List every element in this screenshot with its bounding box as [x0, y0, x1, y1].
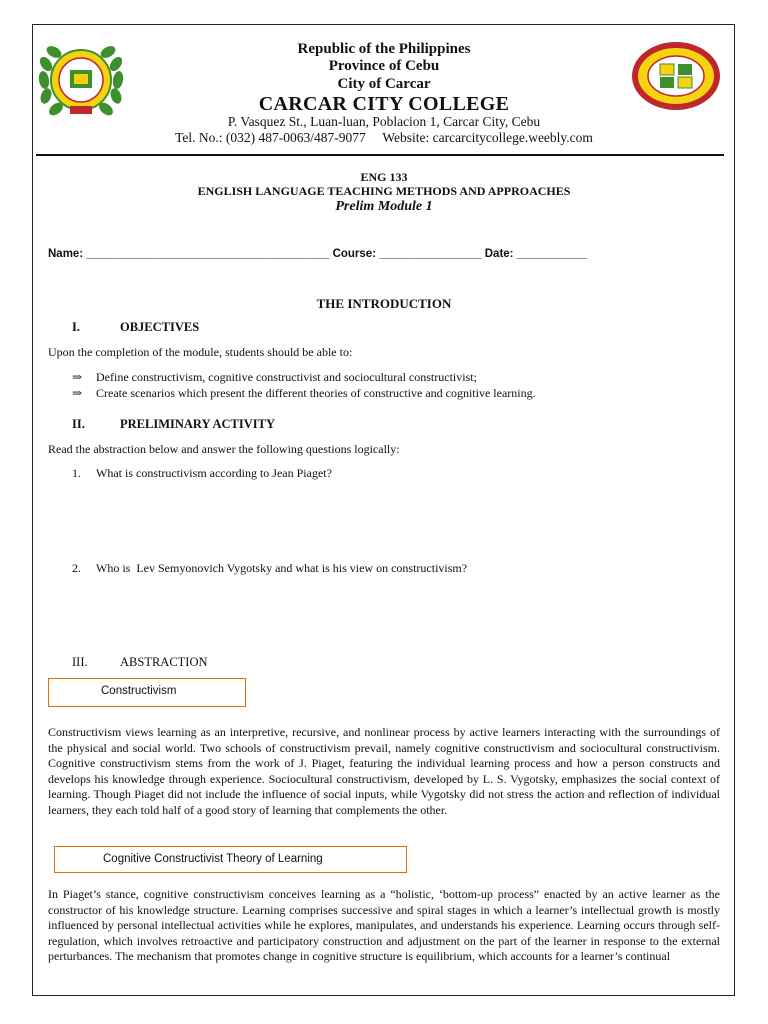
constructivism-heading-box	[48, 678, 246, 707]
header-college-name: CARCAR CITY COLLEGE	[258, 93, 510, 115]
question-text: Who is Lev Semyonovich Vygotsky and what is his view on constructivism?	[96, 561, 468, 575]
header-address: P. Vasquez St., Luan-luan, Poblacion 1, Carcar City, Cebu	[227, 114, 541, 129]
header-divider	[36, 154, 724, 156]
header-contact: Tel. No.: (032) 487-0063/487-9077 Website: carcarcitycollege.weebly.com	[175, 130, 593, 145]
constructivism-paragraph: Constructivism views learning as an interpretive, recursive, and nonlinear process by active learners interacting with the surroundings of the physical and social world. Two schools of constructivism prevail, namely cognitive constructivism and sociocultural constructivism. Cognitive constructivism stems from the work of J. Piaget, featuring the individual learning process and how a person constructs and develops his knowledge through experience. Sociocultural constructivism, developed by L. S. Vygotsky, emphasizes the social context of learning. Though Piaget did not include the influence of social inputs, while Vygotsky did not stress the action and reflection of individual learners, they each told half of a good story of learning that complements the other.	[48, 725, 720, 817]
question-number: 1.	[72, 466, 81, 480]
header-province: Province of Cebu	[328, 58, 440, 74]
question-number: 2.	[72, 561, 81, 575]
module-title: Prelim Module 1	[335, 199, 433, 214]
course-title: ENGLISH LANGUAGE TEACHING METHODS AND APPROACHES	[197, 184, 571, 198]
preliminary-title: PRELIMINARY ACTIVITY	[120, 417, 276, 431]
course-code: ENG 133	[360, 170, 408, 184]
name-course-date-fields[interactable]: Name: ______________________________________ Course: ________________ Date: ___________	[48, 248, 588, 260]
cognitive-theory-heading-box	[54, 846, 407, 873]
objective-item: Create scenarios which present the different theories of constructive and cognitive learning.	[96, 386, 536, 400]
abstraction-number: III.	[72, 655, 88, 669]
constructivism-heading: Constructivism	[101, 685, 177, 697]
question-text: What is constructivism according to Jean Piaget?	[96, 466, 332, 480]
cognitive-theory-paragraph: In Piaget’s stance, cognitive constructivism conceives learning as a “holistic, ‘bottom-up process” enacted by an active learner as the constructor of his knowledge structure. Learning comprises successive and spiral stages in which a learner’s intellectual growth is mostly influenced by personal intellectual activities while he explores, manipulates, and understands his experience. Learning occurs through self-regulation, which involves retroactive and participatory construction and adjustment on the part of the learner in response to the external perturbances. The mechanism that promotes change in cognitive structure is equilibrium, which accounts for a learner’s continual	[48, 887, 720, 963]
cognitive-theory-heading: Cognitive Constructivist Theory of Learning	[103, 853, 323, 865]
objectives-number: I.	[72, 320, 80, 334]
abstraction-title: ABSTRACTION	[120, 655, 208, 669]
header-city: City of Carcar	[337, 76, 431, 92]
preliminary-number: II.	[72, 417, 85, 431]
objectives-lead: Upon the completion of the module, students should be able to:	[48, 345, 353, 359]
header-republic: Republic of the Philippines	[297, 41, 471, 57]
objectives-title: OBJECTIVES	[120, 320, 200, 334]
arrow-icon: ⇒	[72, 386, 83, 400]
preliminary-lead: Read the abstraction below and answer the following questions logically:	[48, 442, 400, 456]
arrow-icon: ⇒	[72, 370, 83, 384]
objective-item: Define constructivism, cognitive constructivist and sociocultural constructivist;	[96, 370, 477, 384]
intro-title: THE INTRODUCTION	[316, 296, 452, 311]
